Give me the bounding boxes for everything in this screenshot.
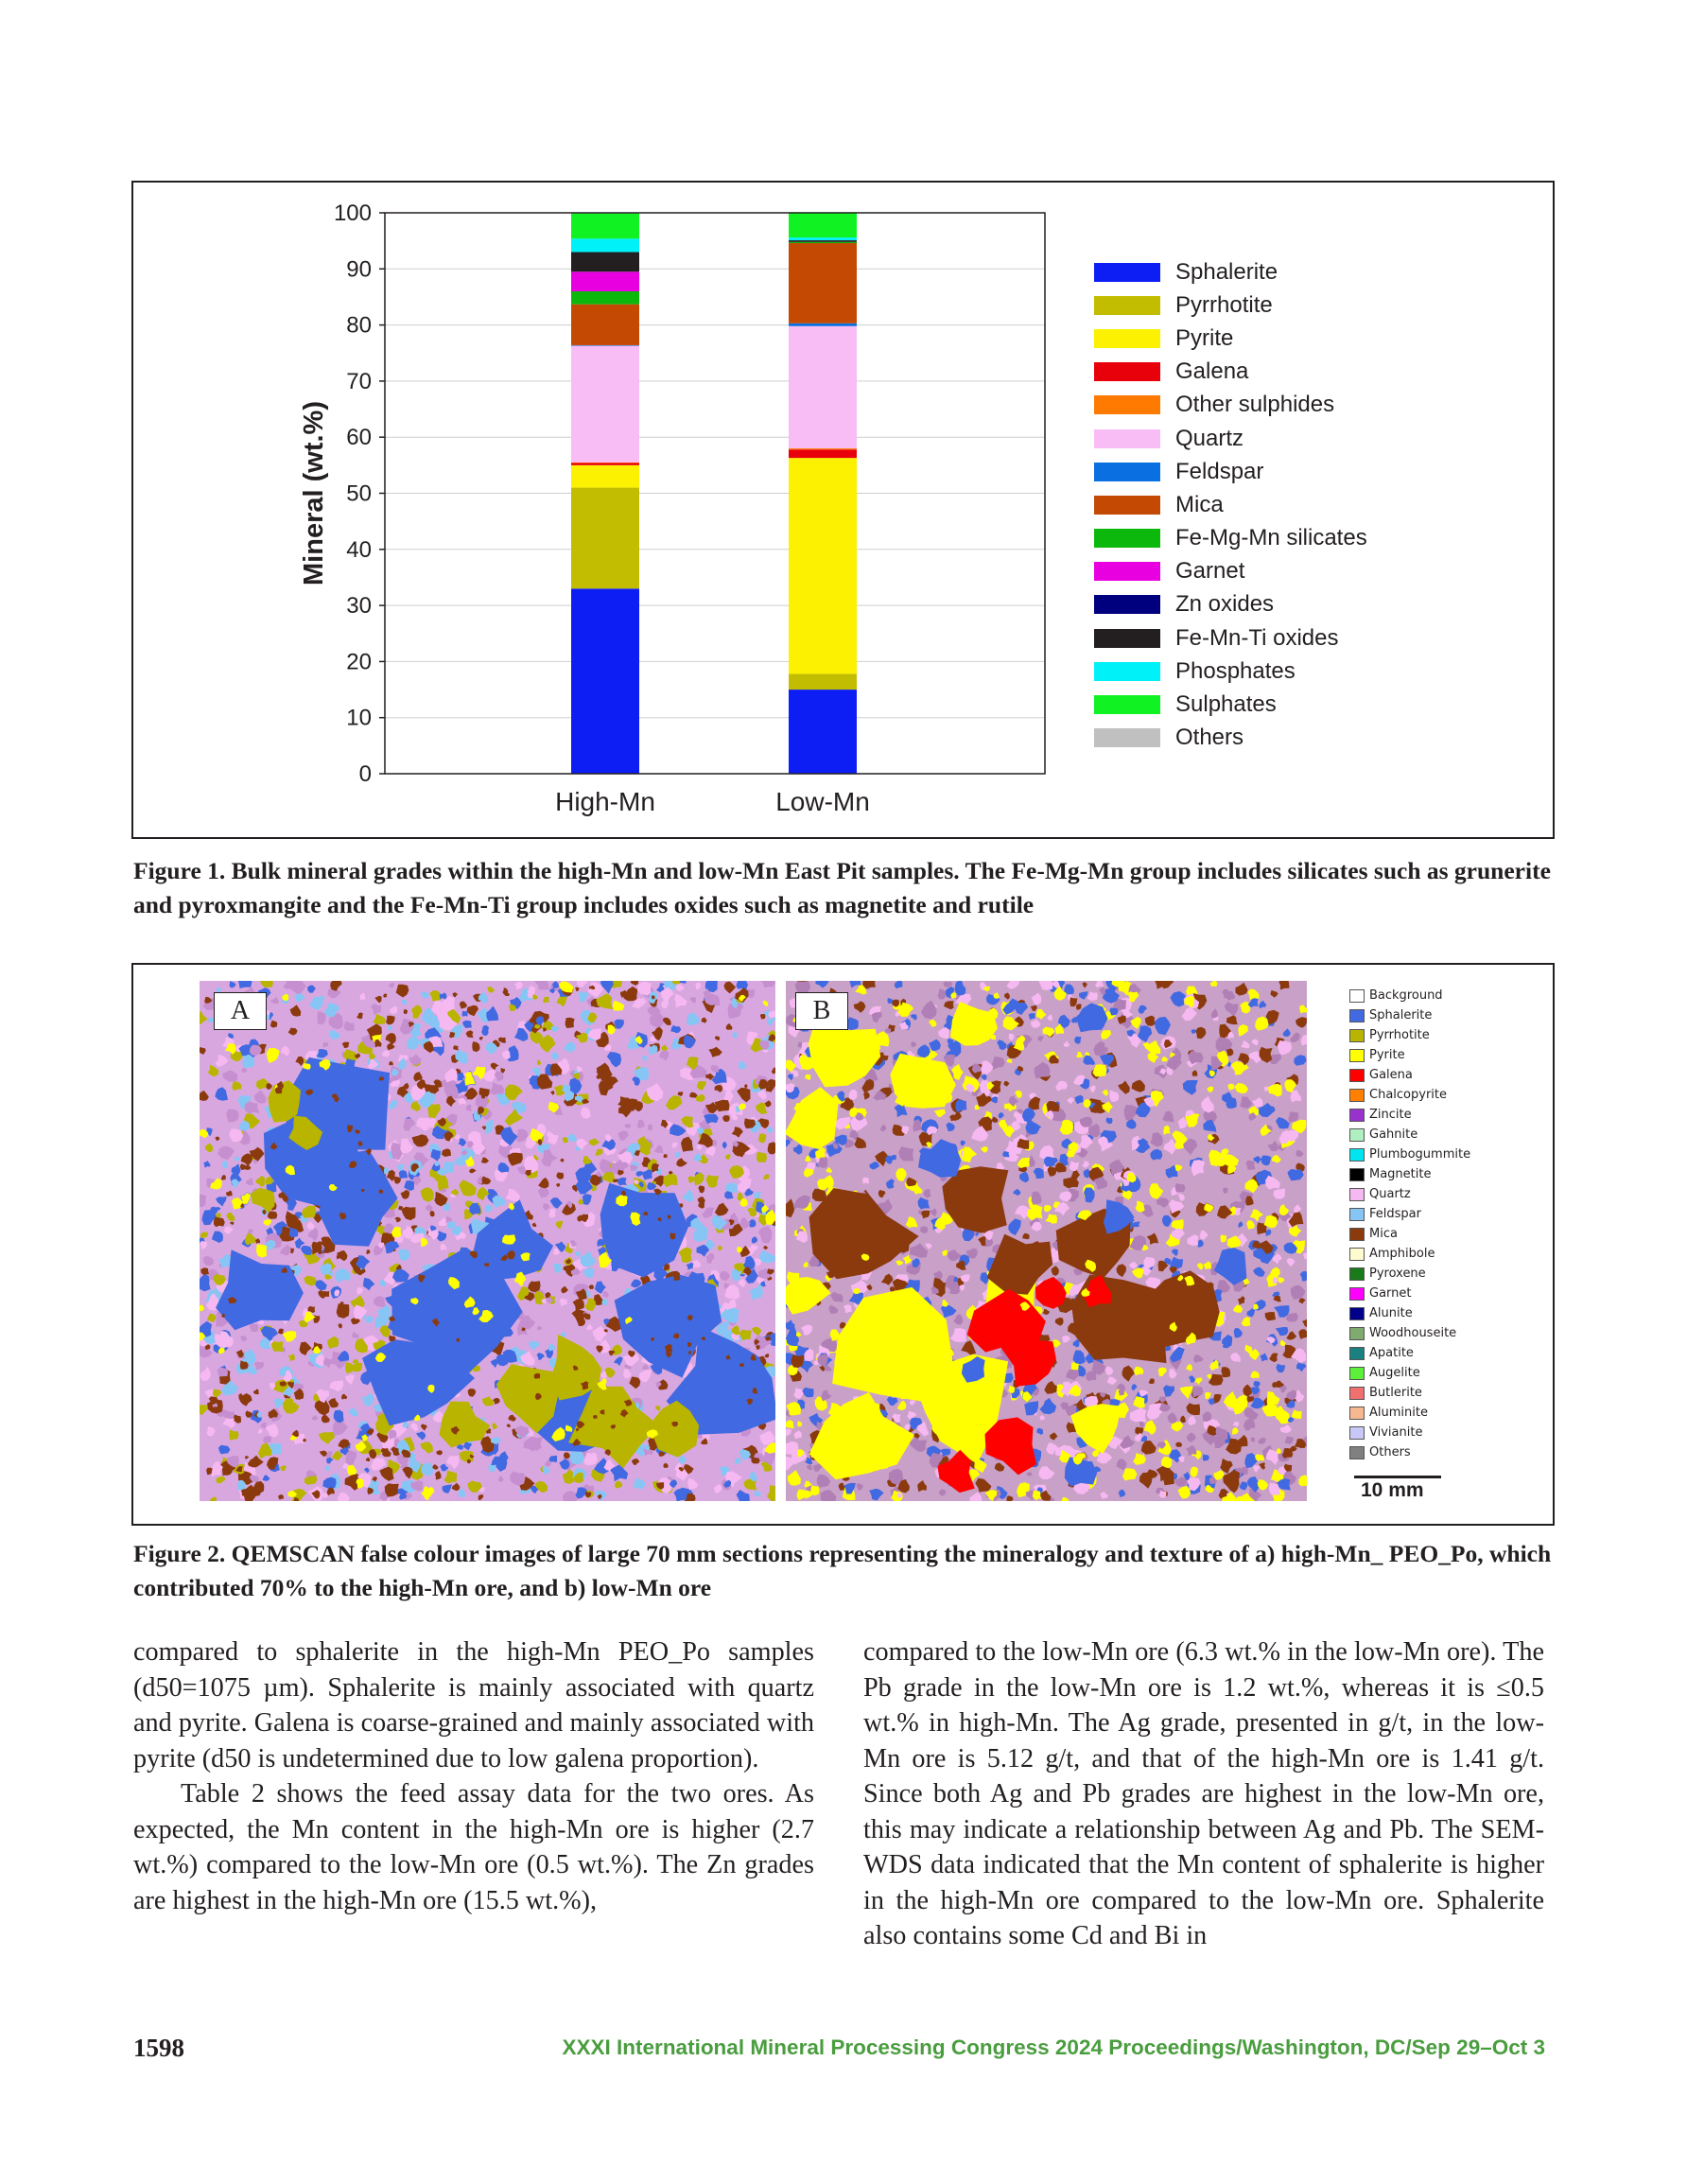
proceedings-title: XXXI International Mineral Processing Congress 2024 Proceedings/Washington, DC/Sep 29–Oct 3	[562, 2035, 1545, 2059]
panel-label-b: B	[795, 992, 848, 1030]
mineral-grain	[737, 981, 749, 989]
legend-swatch	[1349, 1248, 1365, 1261]
bar-segment-phosphates	[789, 237, 857, 240]
legend-label: Zn oxides	[1175, 591, 1275, 618]
legend-swatch	[1349, 1109, 1365, 1122]
bar-segment-pyrite	[571, 465, 639, 488]
legend-swatch	[1349, 1267, 1365, 1281]
legend-label: Fe-Mn-Ti oxides	[1175, 624, 1339, 651]
mica-grain	[361, 1189, 364, 1193]
legend-item	[1094, 722, 1367, 755]
legend-swatch	[1349, 989, 1365, 1003]
bar-segment-phosphates	[571, 238, 639, 252]
legend-label: Augelite	[1369, 1366, 1420, 1380]
legend-label: Background	[1369, 988, 1443, 1003]
mineral-grain	[1220, 1234, 1226, 1242]
bar-segment-fe-mn-ti-oxides	[571, 253, 639, 272]
figure-2-legend	[1349, 986, 1470, 1462]
legend-label: Vivianite	[1369, 1425, 1423, 1440]
bar-segment-quartz	[571, 346, 639, 463]
bar-segment-pyrrhotite	[571, 488, 639, 589]
legend-label: Pyroxene	[1369, 1267, 1426, 1281]
pyrite-grain	[502, 1234, 516, 1244]
y-tick-label: 50	[346, 480, 372, 507]
legend-swatch	[1094, 595, 1160, 614]
y-tick-label: 60	[346, 425, 372, 451]
legend-label: Apatite	[1369, 1346, 1414, 1360]
legend-label: Gahnite	[1369, 1127, 1418, 1142]
y-tick-label: 80	[346, 312, 372, 339]
legend-swatch	[1094, 662, 1160, 681]
legend-swatch	[1094, 496, 1160, 515]
legend-swatch	[1349, 1228, 1365, 1241]
scale-bar	[1354, 1476, 1441, 1478]
legend-swatch	[1349, 1347, 1365, 1360]
legend-item	[1349, 1144, 1470, 1164]
legend-label: Sphalerite	[1369, 1008, 1433, 1022]
y-tick-label: 40	[346, 536, 372, 563]
bar-segment-feldspar	[571, 345, 639, 346]
mineral-grain	[786, 1441, 798, 1455]
legend-item	[1094, 455, 1367, 488]
legend-swatch	[1349, 1208, 1365, 1221]
mineral-grain	[461, 1011, 467, 1017]
figure-2-caption: Figure 2. QEMSCAN false colour images of large 70 mm sections representing the mineralogy and texture of a) high-Mn_ PEO_Po, which contributed 70% to the high-Mn ore, and b) low-Mn ore	[133, 1540, 1552, 1601]
legend-item	[1349, 1343, 1470, 1363]
legend-item	[1349, 1025, 1470, 1045]
bar-segment-galena	[571, 463, 639, 464]
legend-item	[1349, 1244, 1470, 1264]
legend-item	[1349, 1383, 1470, 1403]
legend-swatch	[1349, 1128, 1365, 1142]
legend-label: Sphalerite	[1175, 258, 1278, 285]
legend-swatch	[1094, 362, 1160, 381]
legend-swatch	[1094, 529, 1160, 548]
legend-item	[1094, 322, 1367, 355]
legend-label: Sulphates	[1175, 691, 1277, 718]
legend-swatch	[1094, 429, 1160, 448]
bar-segment-pyrite	[789, 458, 857, 673]
legend-label: Mica	[1175, 491, 1224, 517]
legend-label: Garnet	[1369, 1286, 1412, 1301]
legend-item	[1349, 1363, 1470, 1383]
legend-swatch	[1094, 629, 1160, 648]
body-paragraph: compared to sphalerite in the high-Mn PEO_Po samples (d50=1075 µm). Sphalerite is mainly associated with quartz and pyrite. Galena is coarse-grained and mainly associated with pyrite (d50 is undetermined due to low galena proportion).	[133, 1637, 814, 1773]
legend-swatch	[1349, 1168, 1365, 1181]
body-column-right	[863, 1634, 1544, 1954]
legend-item	[1349, 1164, 1470, 1184]
mineral-grain	[757, 1152, 767, 1162]
legend-label: Plumbogummite	[1369, 1147, 1471, 1162]
legend-label: Phosphates	[1175, 657, 1296, 684]
legend-swatch	[1094, 728, 1160, 747]
legend-item	[1349, 1323, 1470, 1343]
bar-segment-sulphates	[789, 212, 857, 237]
legend-label: Woodhouseite	[1369, 1326, 1457, 1340]
legend-label: Amphibole	[1369, 1247, 1435, 1261]
legend-label: Galena	[1175, 358, 1249, 385]
legend-label: Pyrite	[1369, 1048, 1405, 1062]
bar-segment-feldspar	[789, 323, 857, 326]
legend-swatch	[1094, 329, 1160, 348]
legend-swatch	[1349, 1049, 1365, 1062]
bar-segment-galena	[789, 449, 857, 458]
mineral-grain	[1251, 1438, 1255, 1442]
legend-label: Pyrite	[1175, 324, 1234, 351]
legend-item	[1349, 1105, 1470, 1125]
legend-item	[1094, 288, 1367, 322]
legend-swatch	[1094, 695, 1160, 714]
legend-item	[1094, 621, 1367, 655]
y-tick-label: 70	[346, 368, 372, 394]
bar-segment-fe-mg-mn-silicates	[789, 242, 857, 243]
legend-swatch	[1349, 1406, 1365, 1420]
legend-swatch	[1094, 263, 1160, 282]
legend-label: Galena	[1369, 1068, 1413, 1082]
body-paragraph: compared to the low-Mn ore (6.3 wt.% in the low-Mn ore). The Pb grade in the low-Mn ore is 1.2 wt.%, whereas it is ≤0.5 wt.% in high-Mn. The Ag grade, presented in g/t, in the low-Mn ore is 5.12 g/t, and that of the high-Mn ore is 1.41 g/t. Since both Ag and Pb grades are highest in the low-Mn ore, this may indicate a relationship between Ag and Pb. The SEM-WDS data indicated that the Mn content of sphalerite is higher in the high-Mn ore compared to the low-Mn ore. Sphalerite also contains some Cd and Bi in	[863, 1637, 1544, 1950]
bar-segment-sulphates	[571, 214, 639, 239]
legend-item	[1349, 1045, 1470, 1065]
y-tick-label: 30	[346, 593, 372, 620]
legend-item	[1349, 1264, 1470, 1284]
legend-label: Others	[1369, 1445, 1411, 1459]
legend-item	[1349, 1403, 1470, 1423]
legend-label: Fe-Mg-Mn silicates	[1175, 525, 1367, 551]
y-axis-label: Mineral (wt.%)	[299, 401, 329, 585]
legend-label: Quartz	[1369, 1187, 1411, 1201]
bar-segment-sphalerite	[789, 690, 857, 774]
pyrite-grain	[810, 1485, 819, 1495]
legend-swatch	[1094, 463, 1160, 481]
legend-label: Chalcopyrite	[1369, 1088, 1447, 1102]
legend-item	[1349, 1303, 1470, 1323]
bar-segment-other-sulphides	[789, 448, 857, 449]
legend-swatch	[1349, 1029, 1365, 1042]
legend-swatch	[1349, 1009, 1365, 1022]
legend-item	[1349, 986, 1470, 1005]
y-tick-label: 90	[346, 256, 372, 283]
legend-label: Mica	[1369, 1227, 1398, 1241]
legend-label: Zincite	[1369, 1108, 1412, 1122]
legend-label: Alunite	[1369, 1306, 1413, 1320]
legend-swatch	[1349, 1327, 1365, 1340]
figure-1-caption: Figure 1. Bulk mineral grades within the high-Mn and low-Mn East Pit samples. The Fe-Mg-Mn group includes silicates such as grunerite and pyroxmangite and the Fe-Mn-Ti group includes oxides such as magnetite and rutile	[133, 857, 1551, 918]
legend-item	[1349, 1284, 1470, 1303]
legend-item	[1349, 1184, 1470, 1204]
scale-bar-label: 10 mm	[1361, 1479, 1424, 1501]
bar-segment-quartz	[789, 326, 857, 448]
body-column-left	[133, 1634, 814, 1918]
x-tick-label: High-Mn	[555, 787, 655, 816]
legend-item	[1094, 655, 1367, 688]
legend-item	[1094, 555, 1367, 588]
bar-segment-sphalerite	[571, 588, 639, 774]
legend-swatch	[1349, 1307, 1365, 1320]
legend-item	[1094, 422, 1367, 455]
legend-label: Other sulphides	[1175, 392, 1335, 418]
legend-item	[1349, 1005, 1470, 1025]
legend-swatch	[1349, 1188, 1365, 1201]
y-tick-label: 0	[358, 761, 372, 787]
mineral-grain	[289, 1229, 299, 1237]
legend-swatch	[1349, 1069, 1365, 1082]
page-number: 1598	[133, 2034, 184, 2062]
legend-swatch	[1094, 395, 1160, 414]
legend-label: Feldspar	[1369, 1207, 1421, 1221]
legend-label: Magnetite	[1369, 1167, 1432, 1181]
y-tick-label: 20	[346, 649, 372, 675]
legend-item	[1349, 1125, 1470, 1144]
figure-1-chart	[0, 0, 1687, 851]
legend-swatch	[1349, 1089, 1365, 1102]
legend-item	[1094, 389, 1367, 422]
legend-label: Aluminite	[1369, 1406, 1428, 1420]
legend-swatch	[1094, 296, 1160, 315]
legend-swatch	[1349, 1287, 1365, 1301]
y-tick-label: 100	[333, 201, 372, 226]
qemscan-image-a	[200, 981, 775, 1501]
legend-item	[1094, 588, 1367, 621]
legend-label: Pyrrhotite	[1369, 1028, 1430, 1042]
legend-item	[1094, 688, 1367, 721]
legend-item	[1094, 522, 1367, 555]
bar-segment-pyrrhotite	[789, 673, 857, 690]
legend-label: Garnet	[1175, 558, 1245, 585]
legend-label: Others	[1175, 725, 1244, 751]
legend-item	[1349, 1442, 1470, 1462]
legend-swatch	[1349, 1426, 1365, 1440]
x-tick-label: Low-Mn	[775, 787, 870, 816]
legend-item	[1094, 255, 1367, 288]
legend-item	[1094, 488, 1367, 521]
legend-label: Quartz	[1175, 425, 1244, 451]
legend-swatch	[1094, 562, 1160, 581]
bar-segment-fe-mg-mn-silicates	[571, 291, 639, 305]
qemscan-image-b	[786, 981, 1307, 1501]
legend-swatch	[1349, 1446, 1365, 1459]
mineral-grain	[337, 1303, 350, 1319]
y-tick-label: 10	[346, 705, 372, 731]
legend-item	[1349, 1224, 1470, 1244]
legend-swatch	[1349, 1367, 1365, 1380]
mineral-grain	[1175, 1183, 1186, 1193]
pyrite-grain	[256, 1245, 267, 1258]
bar-segment-garnet	[571, 271, 639, 291]
legend-item	[1349, 1085, 1470, 1105]
legend-item	[1094, 356, 1367, 389]
legend-swatch	[1349, 1148, 1365, 1162]
legend-label: Butlerite	[1369, 1386, 1422, 1400]
legend-label: Feldspar	[1175, 458, 1264, 484]
legend-swatch	[1349, 1387, 1365, 1400]
body-paragraph: Table 2 shows the feed assay data for the two ores. As expected, the Mn content in the high-Mn ore is higher (2.7 wt.%) compared to the low-Mn ore (0.5 wt.%). The Zn grades are highest in the high-Mn ore (15.5 wt.%),	[133, 1779, 814, 1915]
panel-label-a: A	[214, 992, 267, 1030]
bar-segment-mica	[789, 243, 857, 323]
legend-item	[1349, 1204, 1470, 1224]
legend-item	[1349, 1065, 1470, 1085]
bar-segment-fe-mn-ti-oxides	[789, 240, 857, 242]
legend-label: Pyrrhotite	[1175, 291, 1273, 318]
bar-segment-mica	[571, 305, 639, 345]
mineral-grain	[399, 1170, 408, 1179]
legend-item	[1349, 1423, 1470, 1442]
figure-1-legend	[1094, 255, 1367, 755]
mineral-grain	[565, 1018, 575, 1028]
